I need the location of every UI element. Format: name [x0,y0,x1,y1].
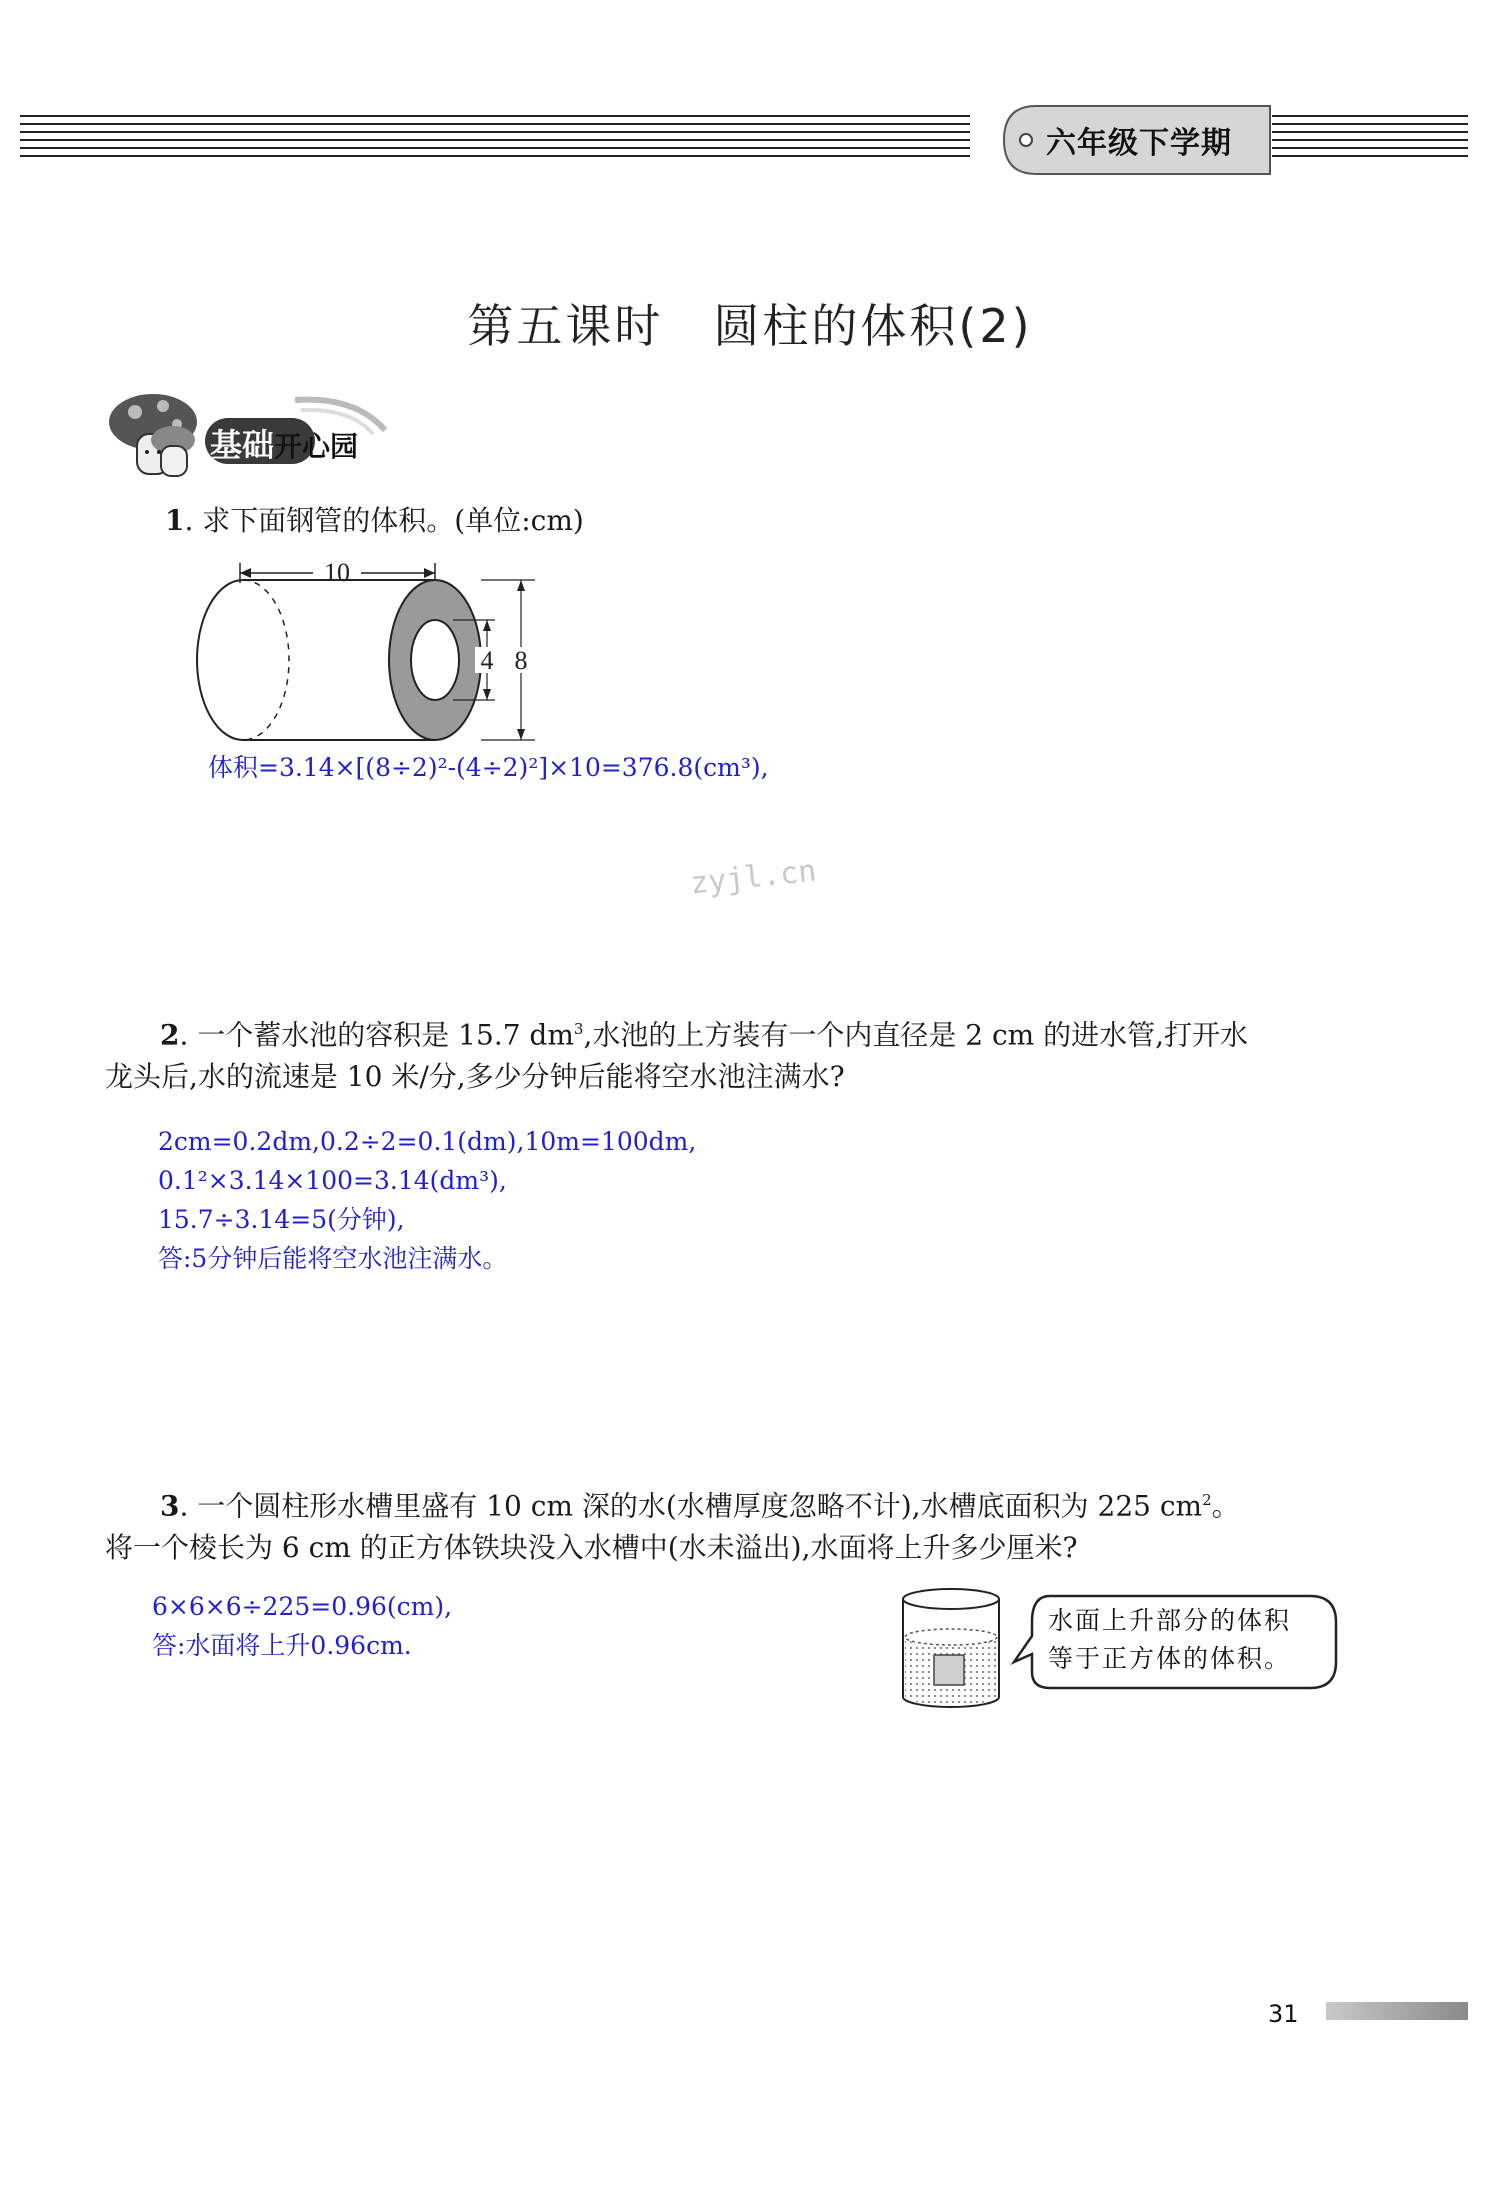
answer-line: 2cm=0.2dm,0.2÷2=0.1(dm),10m=100dm, [158,1127,697,1156]
lesson-label: 第五课时 [467,299,664,353]
question-3-line-2: 将一个棱长为 6 cm 的正方体铁块没入水槽中(水未溢出),水面将上升多少厘米? [105,1531,1078,1564]
page-title [0,290,1500,356]
section-heading [210,420,358,466]
hint-text [1048,1602,1338,1678]
page-number: 31 [1268,2000,1299,2028]
grade-label: 六年级下学期 [1046,126,1232,161]
question-2 [160,1005,1360,1059]
question-2-answer [158,1122,696,1278]
question-3-sup: 2 [1202,1491,1212,1509]
watermark: zyjl.cn [688,853,818,902]
answer-line: 6×6×6÷225=0.96(cm), [152,1592,453,1621]
pipe-inner-label: 4 [480,646,494,675]
question-3-answer [152,1587,452,1665]
question-2-sup: 3 [573,1020,584,1038]
hint-line-2: 等于正方体的体积。 [1048,1644,1292,1673]
water-tank-icon [896,1585,1006,1715]
question-1-answer: 体积=3.14×[(8÷2)²-(4÷2)²]×10=376.8(cm³), [208,753,769,782]
steel-pipe-diagram [195,545,555,745]
lesson-topic: 圆柱的体积(2) [713,299,1033,353]
section-label-light: 开心园 [274,430,359,463]
question-3-text-b: 。 [1211,1489,1240,1523]
page-number-bar [1326,2002,1468,2020]
question-1-number: 1 [165,504,185,537]
question-2-text-a: . 一个蓄水池的容积是 15.7 dm [179,1018,574,1052]
question-3-text-a: . 一个圆柱形水槽里盛有 10 cm 深的水(水槽厚度忽略不计),水槽底面积为 225 cm [179,1489,1203,1523]
answer-line: 0.1²×3.14×100=3.14(dm³), [158,1166,507,1195]
header-rule-lines-right [1272,112,1468,158]
question-2-text-b: ,水池的上方装有一个内直径是 2 cm 的进水管,打开水 [583,1018,1249,1052]
pipe-length-label: 10 [324,558,350,587]
answer-line: 答:水面将上升0.96cm. [152,1631,412,1660]
question-3 [160,1476,1400,1530]
question-1 [165,497,584,545]
answer-line: 15.7÷3.14=5(分钟), [158,1205,405,1234]
question-2-number: 2 [160,1018,180,1052]
section-label-bold: 基础 [210,426,275,464]
pipe-outer-label: 8 [514,646,528,675]
question-2-line-2: 龙头后,水的流速是 10 米/分,多少分钟后能将空水池注满水? [105,1060,845,1093]
answer-line: 答:5分钟后能将空水池注满水。 [158,1244,508,1273]
header-rule-lines [20,112,970,158]
hint-line-1: 水面上升部分的体积 [1048,1606,1292,1635]
question-1-text: . 求下面钢管的体积。(单位:cm) [184,504,584,537]
question-3-number: 3 [160,1489,180,1523]
